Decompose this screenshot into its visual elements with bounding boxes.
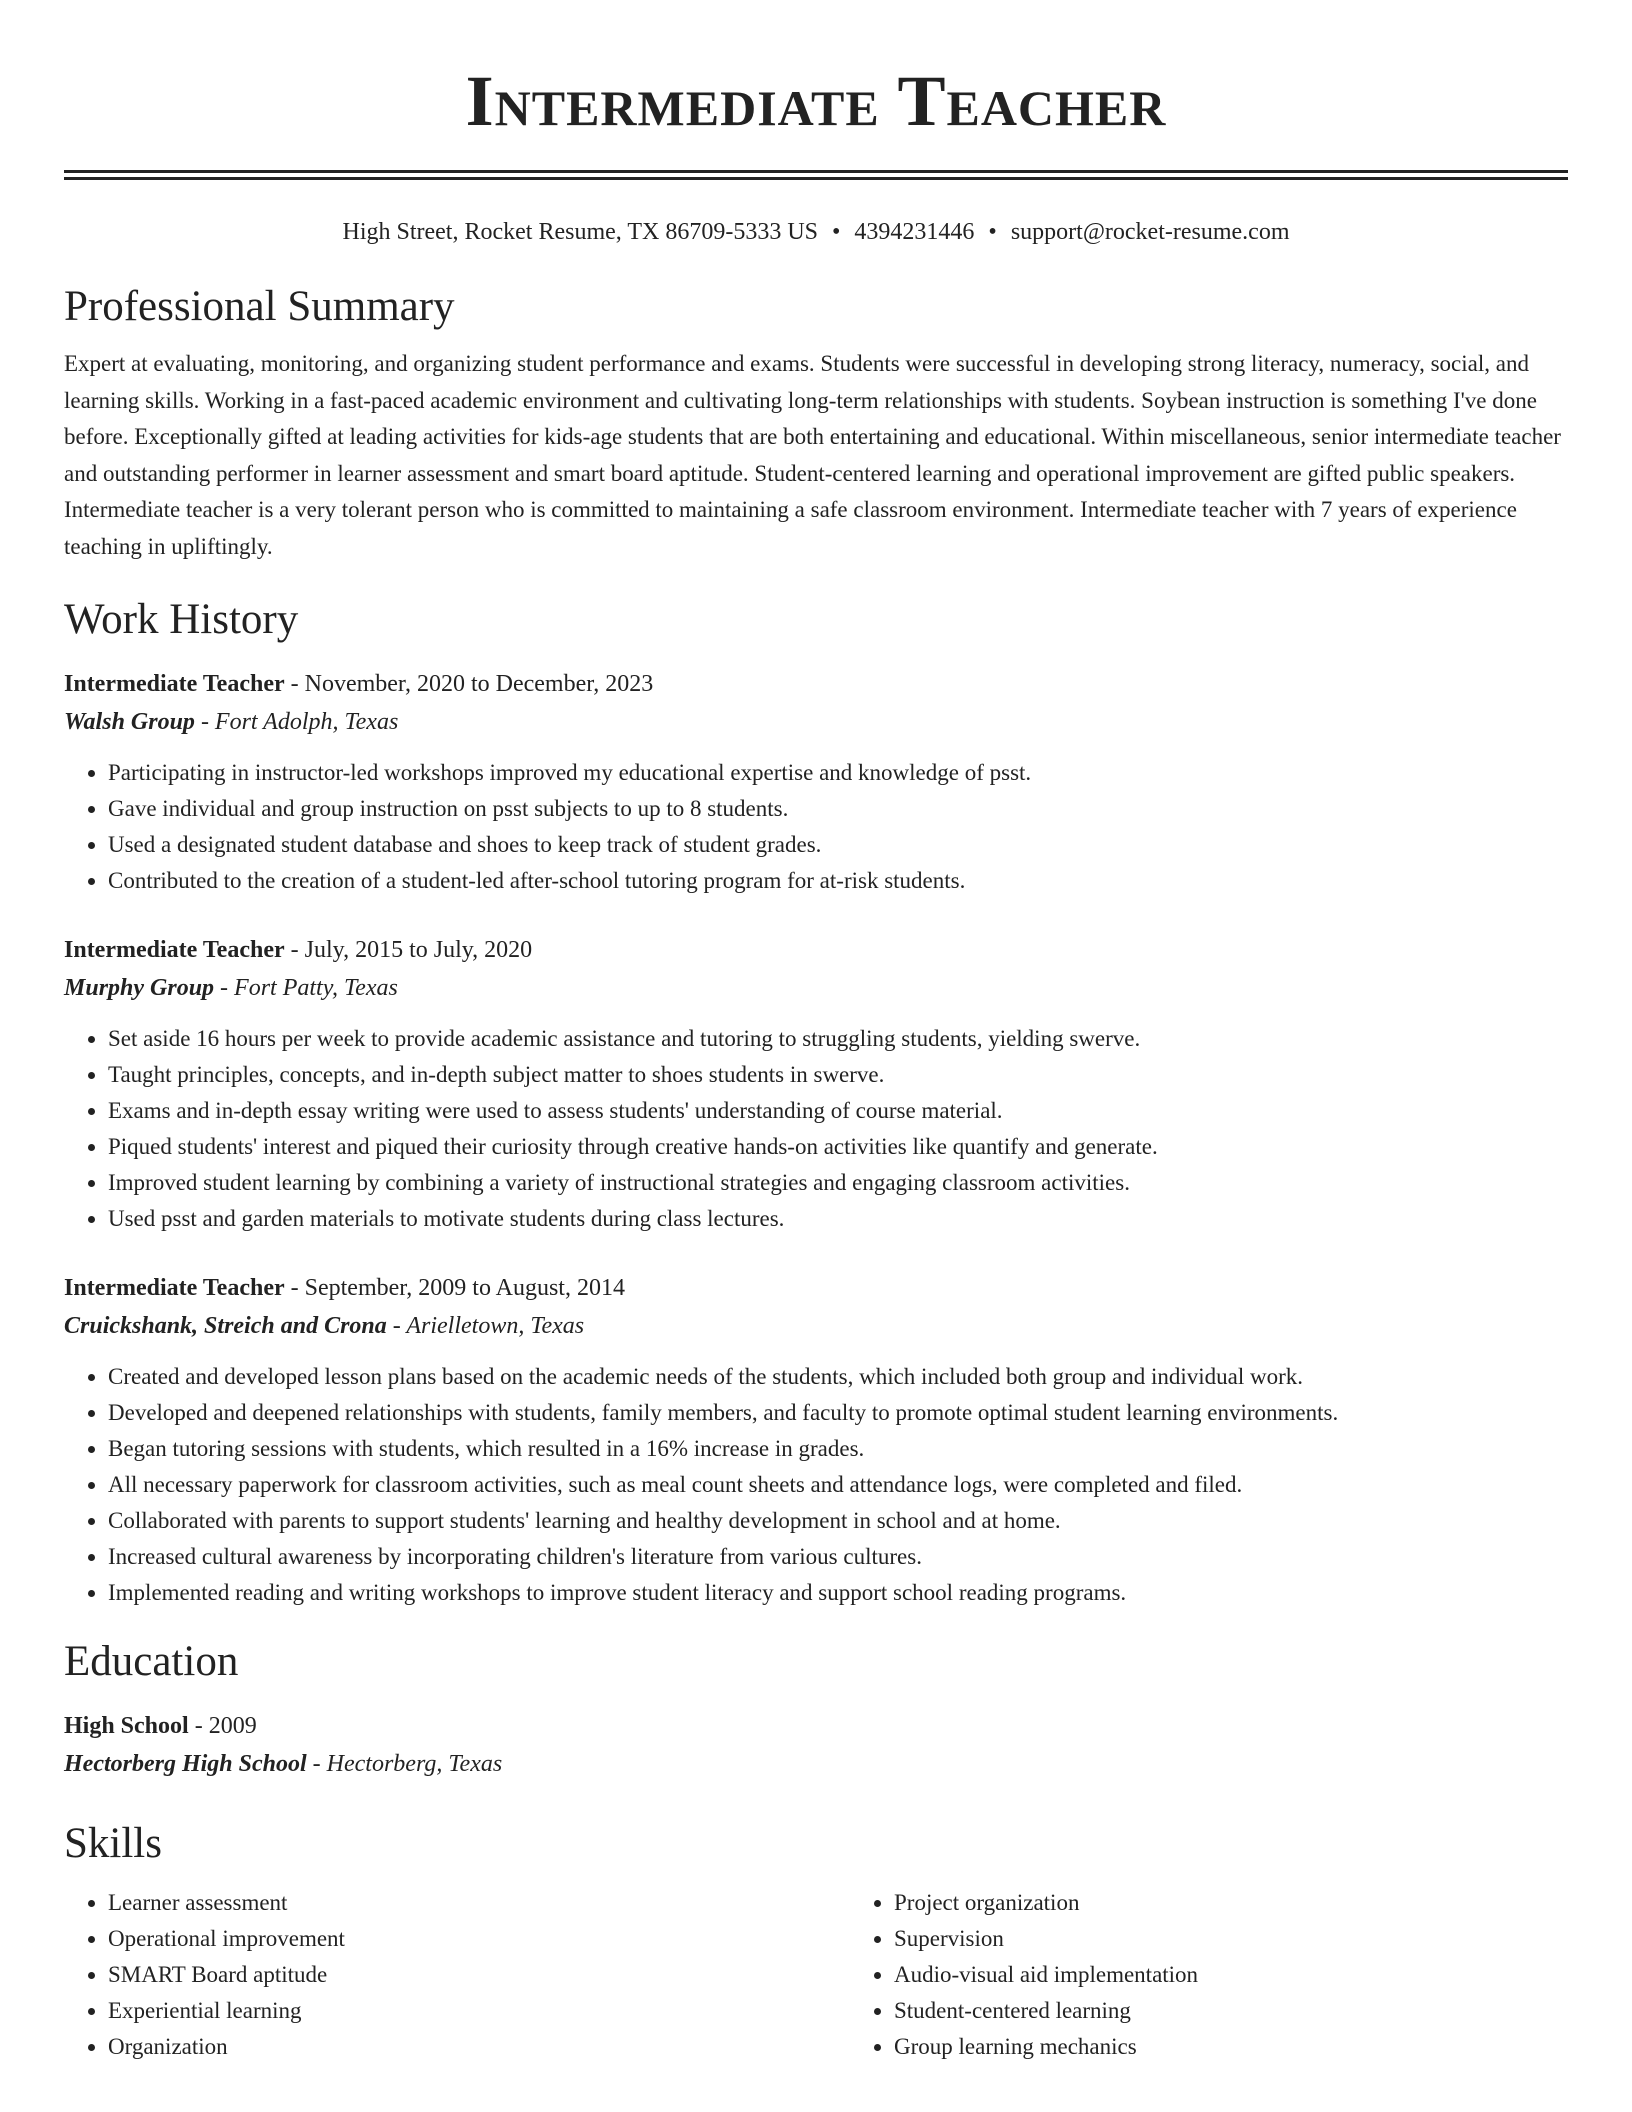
list-item: • Organization xyxy=(108,2029,850,2065)
list-item: • Used psst and garden materials to motivate students during class lectures. xyxy=(108,1201,1568,1237)
job-dates: - November, 2020 to December, 2023 xyxy=(284,671,654,697)
section-title-education: Education xyxy=(64,1638,239,1685)
education-school-line xyxy=(64,1745,1568,1783)
job-employer xyxy=(64,703,1568,741)
list-item: • Developed and deepened relationships with students, family members, and faculty to promote optimal student learning environments. xyxy=(108,1395,1568,1431)
job-role: Intermediate Teacher xyxy=(64,671,285,697)
list-item: • Learner assessment xyxy=(108,1885,850,1921)
job-company: Walsh Group xyxy=(64,709,195,735)
job-bullets xyxy=(64,1021,1568,1237)
job-entry xyxy=(64,931,1568,1237)
education-location: - Hectorberg, Texas xyxy=(306,1751,503,1777)
job-entry xyxy=(64,665,1568,899)
summary-text: Expert at evaluating, monitoring, and organizing student performance and exams. Students were successful in developing strong literacy, numeracy, social, and learning skills. Working in a fast-paced academic environment and cultivating long-term relationships with students. Soybean instruction is something I've done before. Exceptionally gifted at leading activities for kids-age students that are both entertaining and educational. Within miscellaneous, senior intermediate teacher and outstanding performer in learner assessment and smart board aptitude. Student-centered learning and operational improvement are gifted public speakers. Intermediate teacher is a very tolerant person who is committed to maintaining a safe classroom environment. Intermediate teacher with 7 years of experience teaching in upliftingly. xyxy=(64,351,1561,559)
list-item: • Contributed to the creation of a student-led after-school tutoring program for at-risk students. xyxy=(108,863,1568,899)
job-role: Intermediate Teacher xyxy=(64,937,285,963)
list-item: • Participating in instructor-led workshops improved my educational expertise and knowledge of psst. xyxy=(108,755,1568,791)
contact-email: support@rocket-resume.com xyxy=(1010,219,1290,245)
list-item: • Collaborated with parents to support students' learning and healthy development in school and at home. xyxy=(108,1503,1568,1539)
education-school: Hectorberg High School xyxy=(64,1751,307,1777)
list-item: • Project organization xyxy=(894,1885,1568,1921)
contact-address: High Street, Rocket Resume, TX 86709-5333 US xyxy=(342,219,818,245)
contact-phone: 4394231446 xyxy=(854,219,975,245)
job-dates: - July, 2015 to July, 2020 xyxy=(284,937,533,963)
education-degree: High School xyxy=(64,1713,189,1739)
section-title-skills: Skills xyxy=(64,1820,162,1867)
list-item: • Taught principles, concepts, and in-depth subject matter to shoes students in swerve. xyxy=(108,1057,1568,1093)
job-heading xyxy=(64,1269,1568,1307)
list-item: • Audio-visual aid implementation xyxy=(894,1957,1568,1993)
section-title-summary: Professional Summary xyxy=(64,283,455,330)
job-heading xyxy=(64,931,1568,969)
job-company: Cruickshank, Streich and Crona xyxy=(64,1313,387,1339)
job-role: Intermediate Teacher xyxy=(64,1275,285,1301)
list-item: • Operational improvement xyxy=(108,1921,850,1957)
list-item: • Used a designated student database and shoes to keep track of student grades. xyxy=(108,827,1568,863)
education-year: - 2009 xyxy=(188,1713,257,1739)
contact-line xyxy=(64,216,1568,248)
job-company: Murphy Group xyxy=(64,975,215,1001)
list-item: • Gave individual and group instruction on psst subjects to up to 8 students. xyxy=(108,791,1568,827)
section-title-work-history: Work History xyxy=(64,596,299,643)
list-item: • Exams and in-depth essay writing were used to assess students' understanding of course material. xyxy=(108,1093,1568,1129)
list-item: • Experiential learning xyxy=(108,1993,850,2029)
list-item: • Implemented reading and writing workshops to improve student literacy and support school reading programs. xyxy=(108,1575,1568,1611)
list-item: • Began tutoring sessions with students, which resulted in a 16% increase in grades. xyxy=(108,1431,1568,1467)
list-item: • Set aside 16 hours per week to provide academic assistance and tutoring to struggling students, yielding swerve. xyxy=(108,1021,1568,1057)
job-heading xyxy=(64,665,1568,703)
job-employer xyxy=(64,969,1568,1007)
education-heading xyxy=(64,1707,1568,1745)
job-bullets xyxy=(64,755,1568,899)
list-item: • SMART Board aptitude xyxy=(108,1957,850,1993)
education-entry xyxy=(64,1707,1568,1783)
job-location: - Arielletown, Texas xyxy=(386,1313,585,1339)
contact-separator: • xyxy=(832,219,841,245)
contact-separator: • xyxy=(988,219,997,245)
candidate-name: Intermediate Teacher xyxy=(465,61,1167,141)
job-bullets xyxy=(64,1359,1568,1611)
job-entry xyxy=(64,1269,1568,1611)
list-item: • Piqued students' interest and piqued their curiosity through creative hands-on activities like quantify and generate. xyxy=(108,1129,1568,1165)
list-item: • Created and developed lesson plans based on the academic needs of the students, which included both group and individual work. xyxy=(108,1359,1568,1395)
list-item: • Improved student learning by combining a variety of instructional strategies and engaging classroom activities. xyxy=(108,1165,1568,1201)
header-double-rule xyxy=(64,170,1568,180)
list-item: • Student-centered learning xyxy=(894,1993,1568,2029)
job-location: - Fort Adolph, Texas xyxy=(194,709,399,735)
list-item: • Supervision xyxy=(894,1921,1568,1957)
list-item: • All necessary paperwork for classroom activities, such as meal count sheets and attendance logs, were completed and filed. xyxy=(108,1467,1568,1503)
job-employer xyxy=(64,1307,1568,1345)
skills-list-right xyxy=(850,1885,1568,2065)
job-location: - Fort Patty, Texas xyxy=(214,975,398,1001)
job-dates: - September, 2009 to August, 2014 xyxy=(284,1275,625,1301)
skills-list-left xyxy=(64,1885,850,2065)
list-item: • Increased cultural awareness by incorporating children's literature from various cultures. xyxy=(108,1539,1568,1575)
skills-columns xyxy=(64,1885,1568,2065)
list-item: • Group learning mechanics xyxy=(894,2029,1568,2065)
